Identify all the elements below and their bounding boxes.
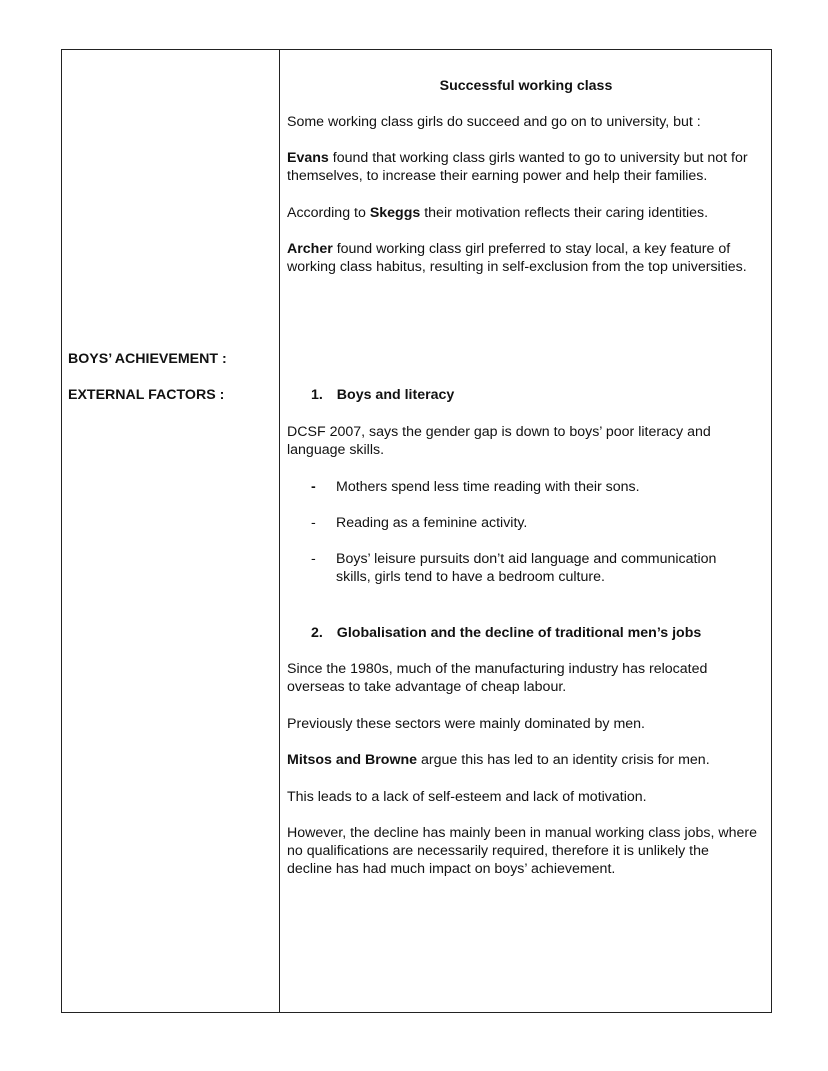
bullet-text: Mothers spend less time reading with their sons.	[336, 479, 640, 495]
section2-paragraph-1: Since the 1980s, much of the manufacturing industry has relocated overseas to take advantage of cheap labour.	[287, 661, 708, 695]
section2-paragraph-3: This leads to a lack of self-esteem and lack of motivation.	[287, 789, 647, 805]
column-divider	[279, 50, 280, 1012]
author-mitsos-browne: Mitsos and Browne	[287, 752, 418, 768]
paragraph-skeggs	[287, 204, 767, 222]
bullet-item	[311, 478, 640, 496]
paragraph-intro: Some working class girls do succeed and go on to university, but :	[287, 114, 701, 130]
bullet-item	[311, 514, 528, 532]
paragraph-archer	[287, 240, 762, 276]
notes-table	[61, 49, 772, 1013]
section1-heading	[311, 386, 454, 404]
left-column	[62, 50, 279, 1012]
skeggs-prefix: According to	[287, 205, 370, 221]
mitsos-text: argue this has led to an identity crisis for men.	[417, 752, 710, 768]
section2-number: 2.	[311, 625, 323, 641]
boys-achievement-label: BOYS’ ACHIEVEMENT :	[68, 351, 227, 367]
section2-paragraph-4: However, the decline has mainly been in manual working class jobs, where no qualifications are necessarily required, therefore it is unlikely the decline has had much impact on boys’ achievement.	[287, 825, 758, 877]
archer-text: found working class girl preferred to stay local, a key feature of working class habitus, resulting in self-exclusion from the top universities.	[287, 241, 747, 275]
section-title-successful-working-class: Successful working class	[439, 78, 613, 94]
section1-intro: DCSF 2007, says the gender gap is down to boys’ poor literacy and language skills.	[287, 424, 711, 458]
section2-paragraph-2: Previously these sectors were mainly dominated by men.	[287, 716, 645, 732]
bullet-text: Reading as a feminine activity.	[336, 515, 528, 531]
skeggs-text: their motivation reflects their caring identities.	[420, 205, 709, 221]
section2-heading	[311, 624, 701, 642]
bullet-dash-icon: -	[311, 515, 316, 531]
right-column	[281, 50, 771, 1012]
bullet-dash-icon: -	[311, 551, 316, 567]
bullet-text: Boys’ leisure pursuits don’t aid language and communication skills, girls tend to have a bedroom culture.	[336, 551, 717, 585]
author-evans: Evans	[287, 150, 329, 166]
evans-text: found that working class girls wanted to go to university but not for themselves, to increase their earning power and help their families.	[287, 150, 748, 184]
author-skeggs: Skeggs	[369, 205, 421, 221]
external-factors-label: EXTERNAL FACTORS :	[68, 387, 225, 403]
section1-title: Boys and literacy	[336, 387, 455, 403]
author-archer: Archer	[287, 241, 333, 257]
bullet-item	[311, 550, 751, 585]
section1-number: 1.	[311, 387, 323, 403]
section2-paragraph-mitsos	[287, 751, 767, 769]
section2-title: Globalisation and the decline of traditional men’s jobs	[336, 625, 702, 641]
paragraph-evans	[287, 149, 767, 185]
bullet-dash-icon: -	[311, 479, 316, 495]
